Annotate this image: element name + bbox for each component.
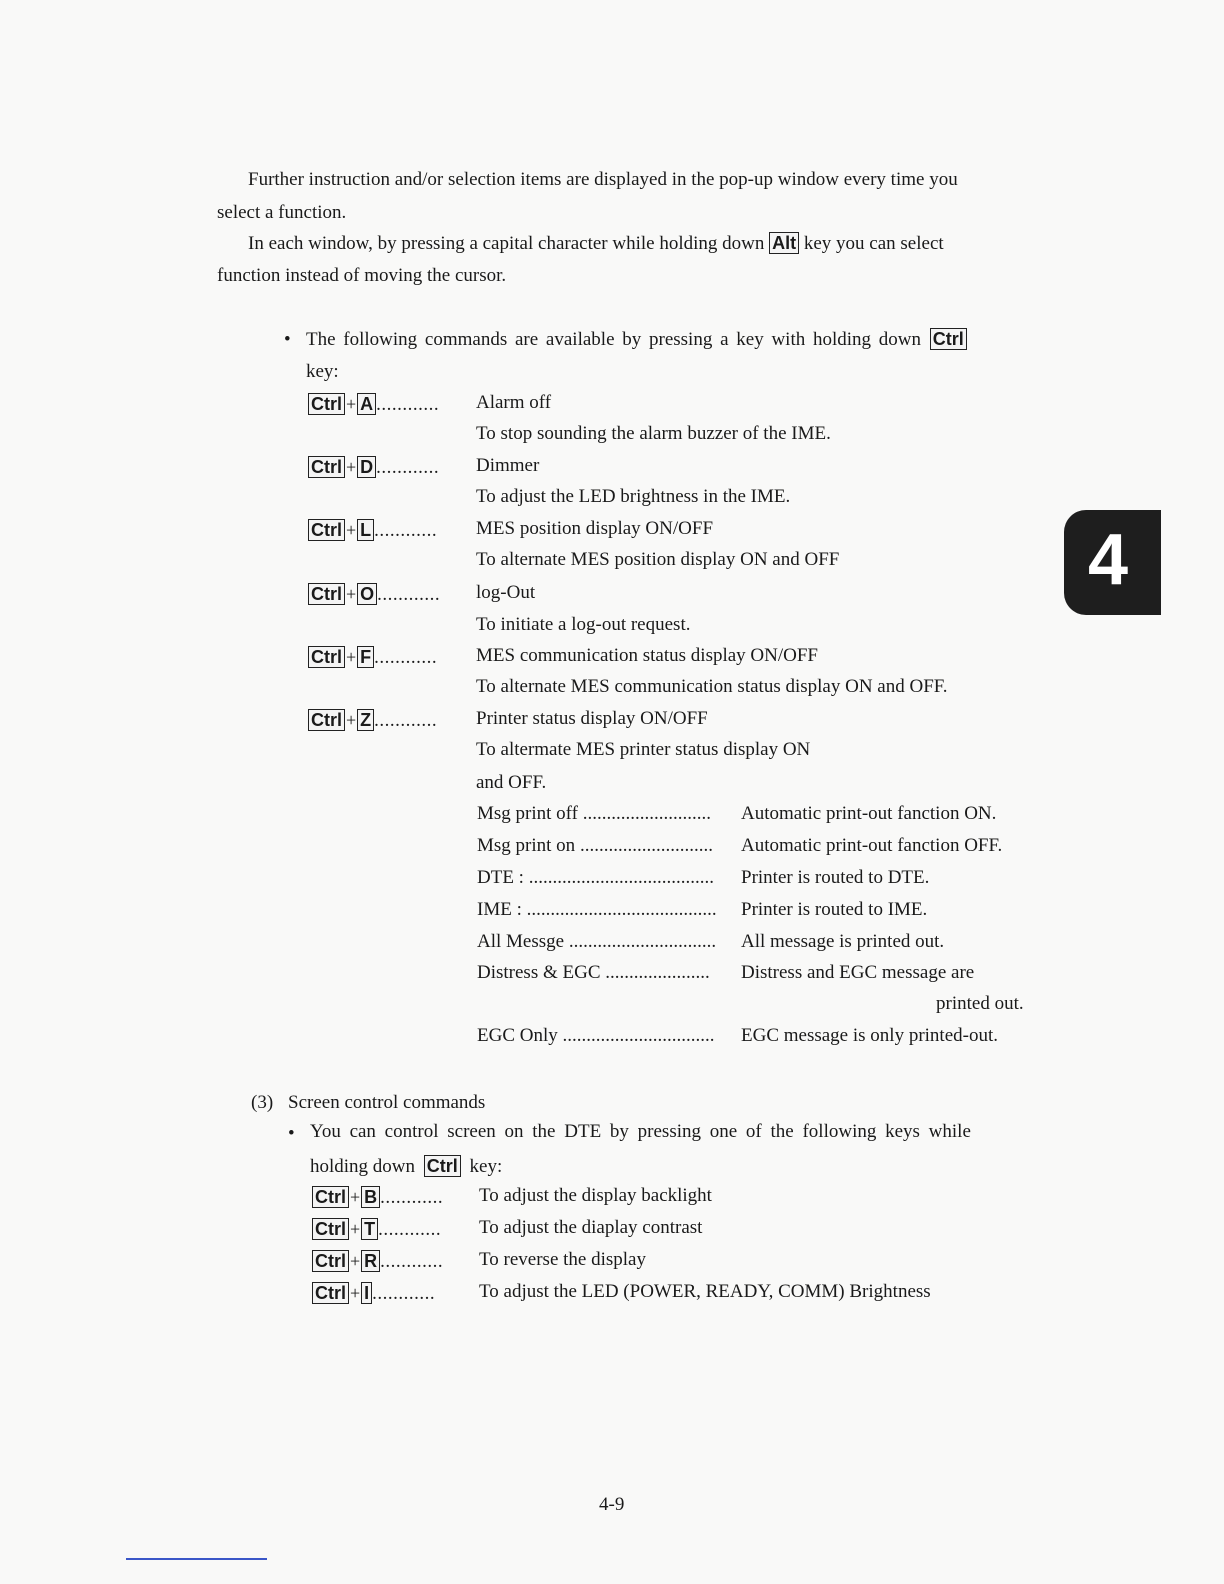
cmd-ctrl-r	[312, 1250, 443, 1272]
plus-sign: +	[346, 647, 357, 667]
ctrl-key: Ctrl	[308, 456, 345, 478]
ctrl-key: Ctrl	[308, 519, 345, 541]
leader-dots: ............	[380, 1187, 444, 1208]
ctrl-key: Ctrl	[424, 1155, 461, 1177]
option-dots: ...........................	[582, 803, 711, 824]
cmd-ctrl-b	[312, 1186, 443, 1208]
ctrl-key: Ctrl	[308, 646, 345, 668]
letter-key: F	[357, 646, 374, 668]
screen-intro-line1: You can control screen on the DTE by pressing one of the following keys while	[310, 1121, 971, 1142]
section-number: (3)	[251, 1092, 274, 1113]
cmd-desc: To alternate MES position display ON and OFF	[476, 549, 840, 570]
option-value: All message is printed out.	[741, 931, 945, 952]
cmd-desc: To adjust the diaplay contrast	[479, 1217, 703, 1238]
page-number: 4-9	[599, 1494, 625, 1515]
footer-rule	[126, 1558, 267, 1560]
screen-intro-line2	[310, 1155, 502, 1177]
cmd-desc: To alternate MES communication status display ON and OFF.	[476, 676, 948, 697]
letter-key: L	[357, 519, 374, 541]
cmd-ctrl-l	[308, 519, 437, 541]
option-value-cont: printed out.	[936, 993, 1024, 1014]
leader-dots: ............	[374, 520, 438, 541]
letter-key: D	[357, 456, 376, 478]
ctrl-key: Ctrl	[312, 1250, 349, 1272]
option-label-text: All Messge	[477, 931, 565, 952]
option-label-text: Distress & EGC	[477, 962, 601, 983]
option-label	[477, 963, 710, 982]
option-value: Printer is routed to IME.	[741, 899, 928, 920]
screen-intro-text-after: key:	[469, 1156, 503, 1177]
option-label	[477, 900, 717, 919]
option-label	[477, 1026, 715, 1045]
letter-key: Z	[357, 709, 374, 731]
option-dots: ........................................	[526, 899, 717, 920]
plus-sign: +	[350, 1187, 361, 1207]
intro-p2-text-before: In each window, by pressing a capital character while holding down	[248, 233, 765, 254]
option-label-text: Msg print on	[477, 835, 576, 856]
plus-sign: +	[350, 1251, 361, 1271]
cmd-ctrl-i	[312, 1282, 435, 1304]
plus-sign: +	[346, 584, 357, 604]
leader-dots: ............	[376, 457, 440, 478]
letter-key: O	[357, 583, 377, 605]
option-value: Printer is routed to DTE.	[741, 867, 930, 888]
ctrl-key: Ctrl	[308, 583, 345, 605]
option-label-text: DTE :	[477, 867, 524, 888]
cmd-desc: To initiate a log-out request.	[476, 614, 691, 635]
option-dots: ...............................	[568, 931, 717, 952]
ctrl-key: Ctrl	[930, 328, 967, 350]
leader-dots: ............	[377, 584, 441, 605]
option-label	[477, 868, 714, 887]
option-label-text: EGC Only	[477, 1025, 558, 1046]
cmd-desc: To adjust the LED (POWER, READY, COMM) Brightness	[479, 1281, 931, 1302]
intro-p1-line2: select a function.	[217, 202, 347, 223]
option-dots: .......................................	[528, 867, 714, 888]
cmd-title: Printer status display ON/OFF	[476, 708, 708, 729]
letter-key: T	[361, 1218, 378, 1240]
option-label	[477, 836, 713, 855]
alt-key: Alt	[769, 232, 799, 254]
leader-dots: ............	[378, 1219, 442, 1240]
cmd-desc: To stop sounding the alarm buzzer of the IME.	[476, 423, 831, 444]
option-dots: ................................	[562, 1025, 715, 1046]
cmd-title: Dimmer	[476, 455, 540, 476]
letter-key: I	[361, 1282, 372, 1304]
cmd-ctrl-o	[308, 583, 440, 605]
cmd-ctrl-t	[312, 1218, 441, 1240]
ctrl-key: Ctrl	[312, 1218, 349, 1240]
plus-sign: +	[346, 457, 357, 477]
option-label	[477, 932, 716, 951]
plus-sign: +	[350, 1283, 361, 1303]
ctrl-bullet: •	[284, 329, 291, 350]
leader-dots: ............	[372, 1283, 436, 1304]
option-value: EGC message is only printed-out.	[741, 1025, 998, 1046]
screen-bullet: •	[288, 1123, 295, 1144]
screen-intro-text-before: holding down	[310, 1156, 416, 1177]
cmd-desc: To reverse the display	[479, 1249, 646, 1270]
cmd-title: log-Out	[476, 582, 536, 603]
ctrl-key: Ctrl	[312, 1186, 349, 1208]
ctrl-intro-line1	[306, 328, 967, 350]
option-label-text: Msg print off	[477, 803, 578, 824]
cmd-ctrl-f	[308, 646, 437, 668]
option-value: Automatic print-out fanction ON.	[741, 803, 997, 824]
plus-sign: +	[346, 520, 357, 540]
ctrl-key: Ctrl	[308, 709, 345, 731]
leader-dots: ............	[380, 1251, 444, 1272]
ctrl-intro-text: The following commands are available by pressing a key with holding down	[306, 329, 922, 350]
leader-dots: ............	[374, 647, 438, 668]
ctrl-key: Ctrl	[308, 393, 345, 415]
option-dots: ............................	[579, 835, 713, 856]
option-value: Distress and EGC message are	[741, 962, 975, 983]
cmd-ctrl-a	[308, 393, 439, 415]
intro-p2-line2: function instead of moving the cursor.	[217, 265, 507, 286]
cmd-title: MES position display ON/OFF	[476, 518, 714, 539]
cmd-title: MES communication status display ON/OFF	[476, 645, 818, 666]
option-label	[477, 804, 711, 823]
option-value: Automatic print-out fanction OFF.	[741, 835, 1003, 856]
cmd-desc: To adjust the LED brightness in the IME.	[476, 486, 791, 507]
chapter-tab	[1064, 510, 1161, 615]
cmd-title: Alarm off	[476, 392, 552, 413]
intro-p2-text-after: key you can select	[803, 233, 944, 254]
plus-sign: +	[346, 394, 357, 414]
leader-dots: ............	[374, 710, 438, 731]
chapter-number: 4	[1088, 520, 1129, 600]
plus-sign: +	[346, 710, 357, 730]
option-dots: ......................	[605, 962, 710, 983]
cmd-ctrl-d	[308, 456, 439, 478]
cmd-desc: and OFF.	[476, 772, 547, 793]
intro-p2-line1	[248, 232, 944, 254]
letter-key: R	[361, 1250, 380, 1272]
leader-dots: ............	[376, 394, 440, 415]
cmd-desc: To adjust the display backlight	[479, 1185, 712, 1206]
ctrl-intro-line2: key:	[306, 361, 339, 382]
ctrl-key: Ctrl	[312, 1282, 349, 1304]
section-heading: Screen control commands	[288, 1092, 486, 1113]
cmd-ctrl-z	[308, 709, 437, 731]
letter-key: A	[357, 393, 376, 415]
intro-p1-line1: Further instruction and/or selection items are displayed in the pop-up window every time you	[248, 169, 958, 190]
plus-sign: +	[350, 1219, 361, 1239]
letter-key: B	[361, 1186, 380, 1208]
cmd-desc: To altermate MES printer status display ON	[476, 739, 811, 760]
option-label-text: IME :	[477, 899, 522, 920]
